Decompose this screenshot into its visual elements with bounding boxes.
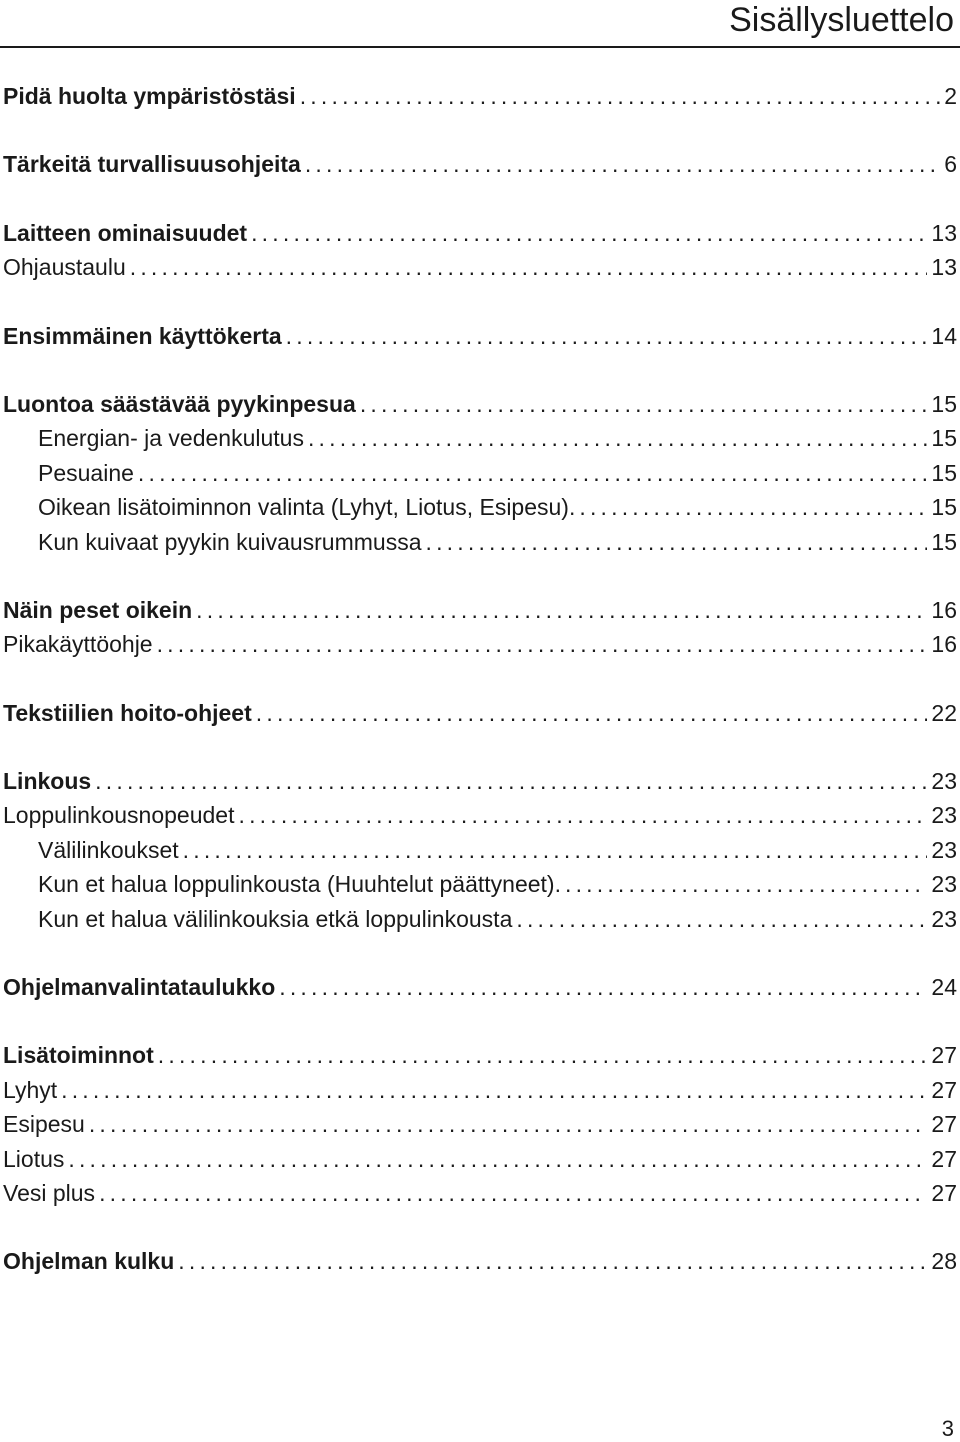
toc-entry-label: Vesi plus — [3, 1179, 96, 1206]
dot-leader — [565, 867, 927, 901]
toc-entry-page: 14 — [931, 322, 957, 349]
toc-entry-wash-correctly[interactable] — [0, 593, 957, 627]
dot-leader — [308, 421, 927, 455]
toc-entry-page: 27 — [931, 1042, 957, 1069]
toc-entry-page: 23 — [931, 768, 957, 795]
dot-leader — [183, 833, 928, 867]
toc-entry-page: 23 — [931, 905, 957, 932]
toc-entry-water-plus[interactable] — [0, 1176, 957, 1210]
toc-entry-environment[interactable] — [0, 79, 957, 113]
dot-leader — [99, 1176, 927, 1210]
dot-leader — [305, 147, 940, 181]
toc-entry-page: 23 — [931, 871, 957, 898]
toc-entry-label: Oikean lisätoiminnon valinta (Lyhyt, Liotus, Esipesu). — [38, 494, 576, 521]
toc-entry-extra-functions[interactable] — [0, 1038, 957, 1072]
toc-entry-label: Ohjelman kulku — [3, 1248, 175, 1275]
toc-entry-soak[interactable] — [0, 1142, 957, 1176]
toc-entry-label: Pikakäyttöohje — [3, 631, 153, 658]
toc-entry-page: 6 — [944, 151, 957, 178]
toc-entry-label: Lyhyt — [3, 1076, 58, 1103]
toc-entry-textile-care[interactable] — [0, 696, 957, 730]
toc-entry-extra-function[interactable] — [0, 490, 957, 524]
dot-leader — [138, 456, 927, 490]
toc-entry-prewash[interactable] — [0, 1107, 957, 1141]
toc-entry-tumble-dry[interactable] — [0, 525, 957, 559]
toc-entry-label: Kun et halua loppulinkousta (Huuhtelut päättyneet). — [38, 871, 561, 898]
toc-entry-label: Energian- ja vedenkulutus — [38, 425, 304, 452]
dot-leader — [89, 1107, 928, 1141]
dot-leader — [157, 627, 928, 661]
toc-entry-short[interactable] — [0, 1073, 957, 1107]
dot-leader — [158, 1038, 928, 1072]
toc-entry-page: 23 — [931, 836, 957, 863]
toc-entry-features[interactable] — [0, 216, 957, 250]
toc-entry-program-sequence[interactable] — [0, 1244, 957, 1278]
toc-entry-page: 15 — [931, 425, 957, 452]
toc-entry-no-final-spin[interactable] — [0, 867, 957, 901]
toc-entry-page: 27 — [931, 1111, 957, 1138]
dot-leader — [579, 490, 927, 524]
toc-entry-page: 13 — [931, 219, 957, 246]
table-of-contents — [0, 79, 957, 1279]
dot-leader — [61, 1073, 927, 1107]
toc-entry-detergent[interactable] — [0, 456, 957, 490]
toc-entry-label: Luontoa säästävää pyykinpesua — [3, 390, 356, 417]
toc-entry-no-spins[interactable] — [0, 902, 957, 936]
page-number: 3 — [941, 1416, 954, 1441]
toc-entry-label: Välilinkoukset — [38, 836, 179, 863]
toc-entry-page: 15 — [931, 459, 957, 486]
toc-entry-label: Kun et halua välilinkouksia etkä loppulinkousta — [38, 905, 513, 932]
toc-entry-label: Näin peset oikein — [3, 596, 193, 623]
toc-entry-first-use[interactable] — [0, 319, 957, 353]
toc-entry-label: Lisätoiminnot — [3, 1042, 154, 1069]
dot-leader — [426, 525, 928, 559]
toc-entry-label: Pidä huolta ympäristöstäsi — [3, 83, 296, 109]
toc-entry-label: Esipesu — [3, 1111, 85, 1138]
toc-entry-label: Ohjelmanvalintataulukko — [3, 974, 276, 1001]
dot-leader — [196, 593, 927, 627]
toc-entry-label: Ensimmäinen käyttökerta — [3, 322, 282, 349]
toc-entry-label: Linkous — [3, 768, 92, 795]
toc-entry-consumption[interactable] — [0, 421, 957, 455]
toc-entry-label: Loppulinkousnopeudet — [3, 802, 235, 829]
toc-entry-page: 23 — [931, 802, 957, 829]
dot-leader — [256, 696, 928, 730]
dot-leader — [238, 798, 927, 832]
dot-leader — [68, 1142, 927, 1176]
toc-entry-control-panel[interactable] — [0, 250, 957, 284]
toc-entry-eco-washing[interactable] — [0, 387, 957, 421]
toc-entry-quick-guide[interactable] — [0, 627, 957, 661]
toc-entry-label: Tärkeitä turvallisuusohjeita — [3, 151, 301, 178]
toc-entry-page: 28 — [931, 1248, 957, 1275]
dot-leader — [360, 387, 928, 421]
dot-leader — [130, 250, 928, 284]
toc-entry-page: 22 — [931, 699, 957, 726]
toc-entry-spinning[interactable] — [0, 764, 957, 798]
toc-entry-page: 15 — [931, 390, 957, 417]
dot-leader — [279, 970, 927, 1004]
page-title: Sisällysluettelo — [729, 1, 954, 39]
dot-leader — [300, 79, 941, 113]
toc-entry-interim-spins[interactable] — [0, 833, 957, 867]
dot-leader — [286, 319, 928, 353]
toc-entry-label: Pesuaine — [38, 459, 134, 486]
toc-entry-final-spin-speeds[interactable] — [0, 798, 957, 832]
toc-entry-page: 16 — [931, 596, 957, 623]
dot-leader — [516, 902, 927, 936]
toc-entry-program-table[interactable] — [0, 970, 957, 1004]
toc-entry-label: Laitteen ominaisuudet — [3, 219, 248, 246]
dot-leader — [178, 1244, 927, 1278]
toc-entry-label: Liotus — [3, 1145, 65, 1172]
toc-entry-page: 27 — [931, 1076, 957, 1103]
toc-entry-page: 13 — [931, 254, 957, 281]
toc-entry-safety[interactable] — [0, 147, 957, 181]
toc-entry-page: 15 — [931, 494, 957, 521]
dot-leader — [251, 216, 927, 250]
toc-entry-page: 15 — [931, 528, 957, 555]
toc-entry-page: 16 — [931, 631, 957, 658]
toc-entry-page: 27 — [931, 1145, 957, 1172]
toc-entry-label: Ohjaustaulu — [3, 254, 126, 281]
toc-entry-label: Tekstiilien hoito-ohjeet — [3, 699, 252, 726]
toc-entry-page: 2 — [944, 83, 957, 109]
toc-entry-page: 24 — [931, 974, 957, 1001]
dot-leader — [95, 764, 927, 798]
toc-entry-label: Kun kuivaat pyykin kuivausrummussa — [38, 528, 422, 555]
header-divider — [0, 46, 960, 48]
toc-entry-page: 27 — [931, 1179, 957, 1206]
